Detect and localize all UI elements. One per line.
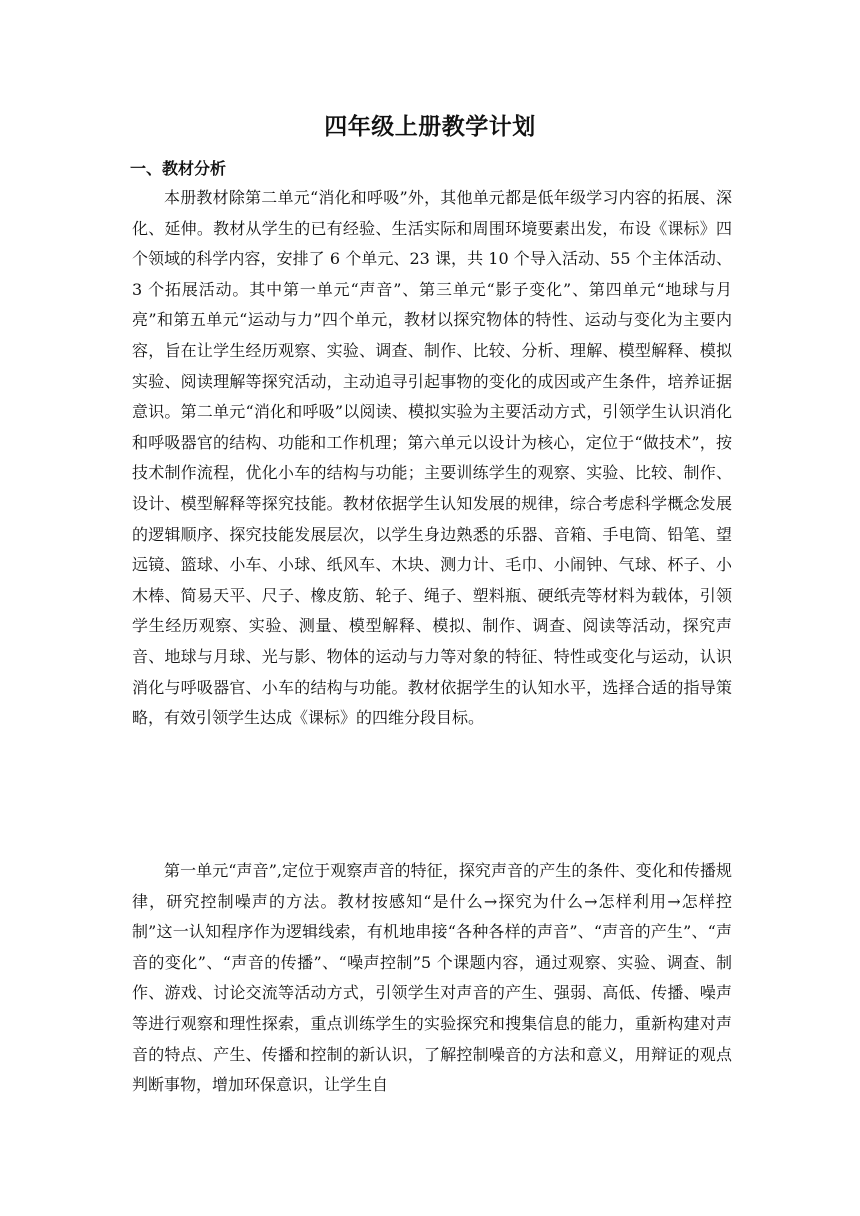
section-heading: 一、教材分析 — [130, 159, 227, 178]
paragraph-unit-one-sound: 第一单元“声音”,定位于观察声音的特征，探究声音的产生的条件、变化和传播规律，研究控制噪声的方法。教材按感知“是什么→探究为什么→怎样利用→怎样控制”这一认知程序作为逻辑线索，有机地串接“各种各样的声音”、“声音的产生”、“声音的变化”、“声音的传播”、“噪声控制”5 个课题内容，通过观察、实验、调查、制作、游戏、讨论交流等活动方式，引领学生对声音的产生、强弱、高低、传播、噪声等进行观察和理性探索，重点训练学生的实验探究和搜集信息的能力，重新构建对声音的特点、产生、传播和控制的新认识，了解控制噪音的方法和意义，用辩证的观点判断事物，增加环保意识，让学生自 — [132, 861, 732, 1095]
paragraph-textbook-overview: 本册教材除第二单元“消化和呼吸”外，其他单元都是低年级学习内容的拓展、深化、延伸。教材从学生的已有经验、生活实际和周围环境要素出发，布设《课标》四个领域的科学内容，安排了 6 个单元、23 课，共 10 个导入活动、55 个主体活动、3 个拓展活动。其中第一单元“声音”、第三单元“影子变化”、第四单元“地球与月亮”和第五单元“运动与力”四个单元，教材以探究物体的特性、运动与变化为主要内容，旨在让学生经历观察、实验、调查、制作、比较、分析、理解、模型解释、模拟实验、阅读理解等探究活动，主动追寻引起事物的变化的成因或产生条件，培养证据意识。第二单元“消化和呼吸”以阅读、模拟实验为主要活动方式，引领学生认识消化和呼吸器官的结构、功能和工作机理；第六单元以设计为核心，定位于“做技术”，按技术制作流程，优化小车的结构与功能；主要训练学生的观察、实验、比较、制作、设计、模型解释等探究技能。教材依据学生认知发展的规律，综合考虑科学概念发展的逻辑顺序、探究技能发展层次，以学生身边熟悉的乐器、音箱、手电筒、铅笔、望远镜、篮球、小车、小球、纸风车、木块、测力计、毛巾、小闹钟、气球、杯子、小木棒、简易天平、尺子、橡皮筋、轮子、绳子、塑料瓶、硬纸壳等材料为载体，引领学生经历观察、实验、测量、模型解释、模拟、制作、调查、阅读等活动，探究声音、地球与月球、光与影、物体的运动与力等对象的特征、特性或变化与运动，认识消化与呼吸器官、小车的结构与功能。教材依据学生的认知水平，选择合适的指导策略，有效引领学生达成《课标》的四维分段目标。 — [132, 188, 732, 728]
document-title: 四年级上册教学计划 — [324, 113, 536, 140]
